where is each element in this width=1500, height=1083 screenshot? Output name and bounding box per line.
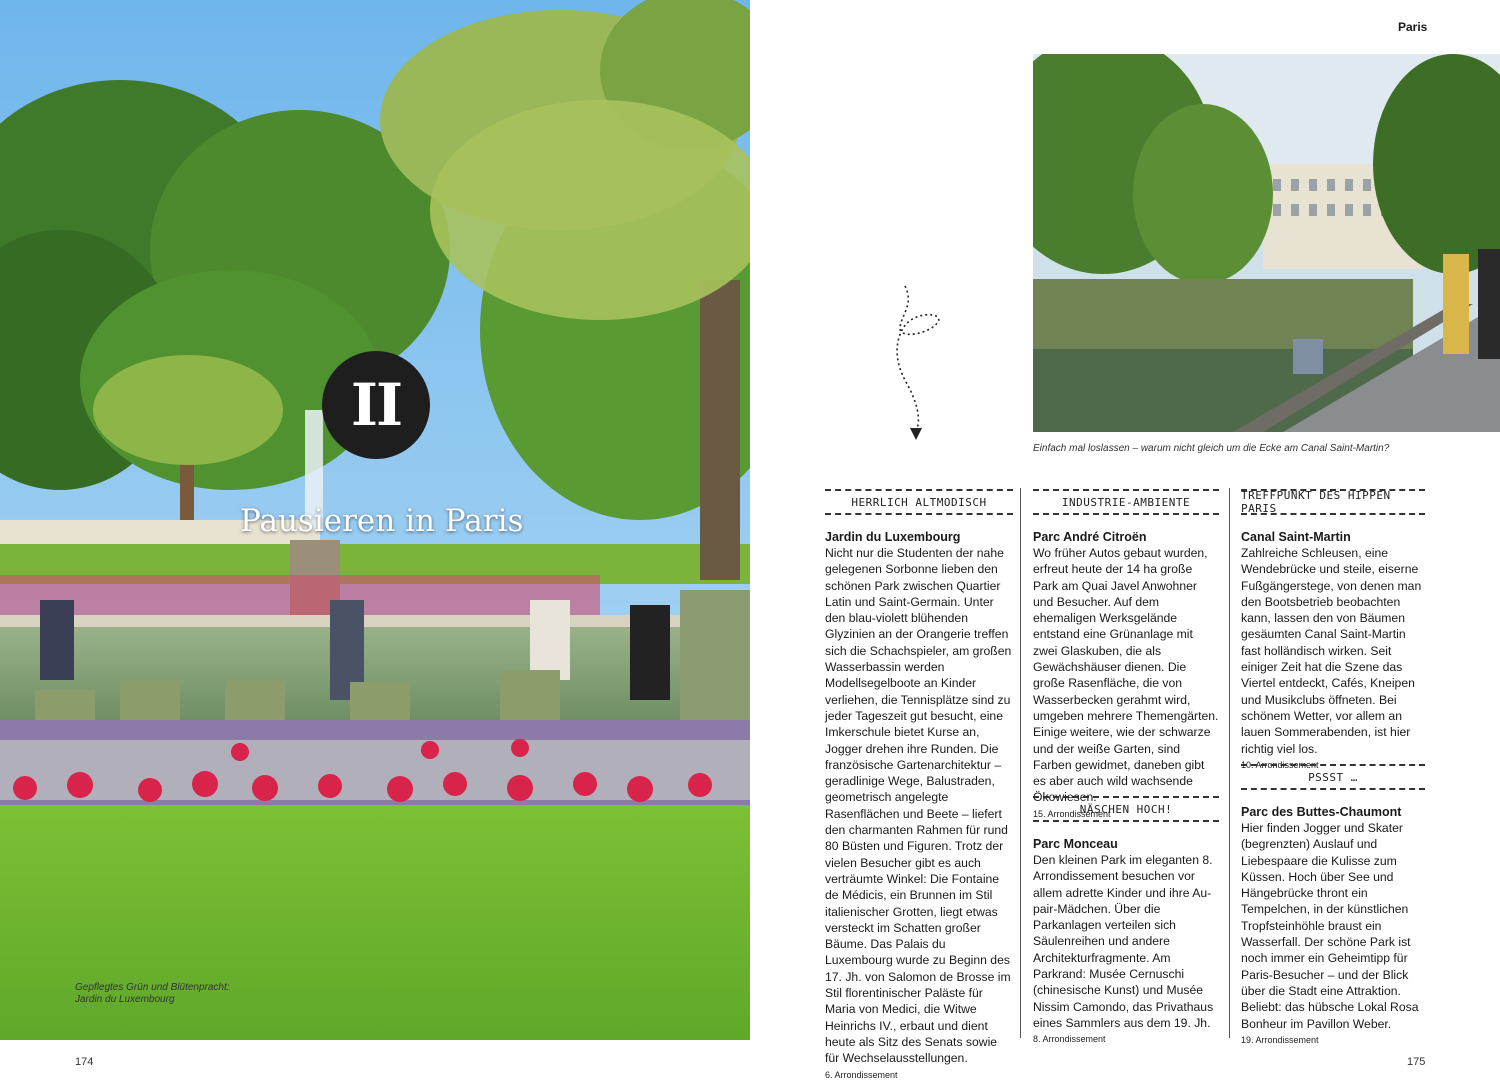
column-2 xyxy=(1033,489,1219,819)
section-title: Parc des Buttes-Chaumont xyxy=(1241,805,1402,819)
section-arrondissement: 6. Arrondissement xyxy=(825,1069,898,1080)
chapter-title: Pausieren in Paris xyxy=(240,503,524,539)
section-kicker: HERRLICH ALTMODISCH xyxy=(825,489,1013,515)
chapter-number-badge xyxy=(322,351,430,459)
page-number-right: 175 xyxy=(1407,1056,1426,1068)
right-photo-caption: Einfach mal loslassen – warum nicht gleich um die Ecke am Canal Saint-Martin? xyxy=(1033,443,1390,454)
dotted-arrow-icon xyxy=(880,282,950,447)
column-2-lower xyxy=(1033,796,1219,1044)
left-photo-caption-line-2: Jardin du Luxembourg xyxy=(75,994,175,1005)
section-kicker: INDUSTRIE-AMBIENTE xyxy=(1033,489,1219,515)
section-kicker: TREFFPUNKT DES HIPPEN PARIS xyxy=(1241,489,1425,515)
section-arrondissement: 15. Arrondissement xyxy=(1033,808,1111,819)
column-divider xyxy=(1229,488,1230,1038)
left-photo-caption xyxy=(75,982,275,1006)
page-number-left: 174 xyxy=(75,1056,94,1068)
right-photo-canal-saint-martin xyxy=(1033,54,1500,432)
section-arrondissement: 19. Arrondissement xyxy=(1241,1034,1319,1045)
column-3-lower xyxy=(1241,764,1425,1045)
section-title: Parc Monceau xyxy=(1033,837,1118,851)
section-body: Zahlreiche Schleusen, eine Wendebrücke und steile, eiserne Fußgängerstege, von denen man den Bootsbetrieb beobachten kann, lassen den von Bäumen gesäumten Canal Saint-Martin fast holländisch wirken. Seit einiger Zeit hat die Szene das Viertel entdeckt, Cafés, Kneipen und Musikclubs öffneten. Bei schönem Wetter, vor allem an lauen Sommerabenden, ist hier richtig viel los. xyxy=(1241,546,1422,756)
section-title: Parc André Citroën xyxy=(1033,530,1147,544)
column-divider xyxy=(1020,488,1021,1038)
section-title: Canal Saint-Martin xyxy=(1241,530,1351,544)
section-body: Wo früher Autos gebaut wurden, erfreut heute der 14 ha große Park am Quai Javel Anwohner und Besucher. Auf dem ehemaligen Werksgelände entstand eine Grünanlage mit zwei Glaskuben, die als Gewächshäuser dienen. Die große Rasenfläche, die von Wasserbecken gerahmt wird, umgeben mehrere Themengärten. Einige weitere, wie der schwarze und der weiße Garten, sind Farben gewidmet, daneben gibt es aber auch wild wachsende Ökowiesen. xyxy=(1033,546,1219,805)
section-title: Jardin du Luxembourg xyxy=(825,530,961,544)
section-kicker: PSSST … xyxy=(1241,764,1425,790)
column-3 xyxy=(1241,489,1425,770)
section-body: Nicht nur die Studenten der nahe gelegenen Sorbonne lieben den schönen Park zwischen Quartier Latin und Saint-Germain. Unter den blau-violett blühenden Glyzinien an der Orangerie treffen sich die Schachspieler, am großen Wasserbassin werden Modellsegelboote an Kinder verliehen, die Tennisplätze sind zu jeder Tageszeit gut besucht, eine Imkerschule bietet Kurse an, Jogger drehen ihre Runden. Die französische Gartenarchitektur – geradlinige Wege, Balustraden, geometrisch angelegte Rasenflächen und Beete – liefert den charmanten Rahmen für rund 80 Büsten und Figuren. Trotz der vielen Besucher gibt es auch verträumte Winkel: Die Fontaine de Médicis, ein Brunnen im Stil italienischer Grotten, liegt etwas versteckt im Schatten großer Bäume. Das Palais du Luxembourg wurde zu Beginn des 17. Jh. von Salomon de Brosse im Stil florentinischer Paläste für Maria von Medici, die Witwe Heinrichs IV., erbaut und dient heute als Sitz des Senats sowie für Wechselausstellungen. xyxy=(825,546,1012,1066)
section-body: Den kleinen Park im eleganten 8. Arrondissement besuchen vor allem adrette Kinder und ihre Au-pair-Mädchen. Über die Parkanlagen verteilen sich Säulenreihen und andere Architekturfragmente. Am Parkrand: Musée Cernuschi (chinesische Kunst) und Musée Nissim Camondo, das Privathaus eines Sammlers aus dem 19. Jh. xyxy=(1033,853,1214,1030)
section-body: Hier finden Jogger und Skater (begrenzten) Auslauf und Liebespaare die Kulisse zum Küssen. Hoch über See und Hängebrücke thront ein Tempelchen, in der künstlichen Tropfsteinhöhle braust ein Wasserfall. Der schöne Park ist noch immer ein Geheimtipp für Paris-Besucher – und der Blick über die Stadt eine Attraktion. Beliebt: das hübsche Lokal Rosa Bonheur im Pavillon Weber. xyxy=(1241,821,1419,1031)
section-kicker: NÄSCHEN HOCH! xyxy=(1033,796,1219,822)
chapter-numeral: II xyxy=(350,371,402,439)
section-arrondissement: 10. Arrondissement xyxy=(1241,759,1319,770)
left-photo-caption-line-1: Gepflegtes Grün und Blütenpracht: xyxy=(75,982,230,993)
running-head: Paris xyxy=(1398,20,1428,34)
column-1 xyxy=(825,489,1013,1080)
section-arrondissement: 8. Arrondissement xyxy=(1033,1034,1106,1045)
